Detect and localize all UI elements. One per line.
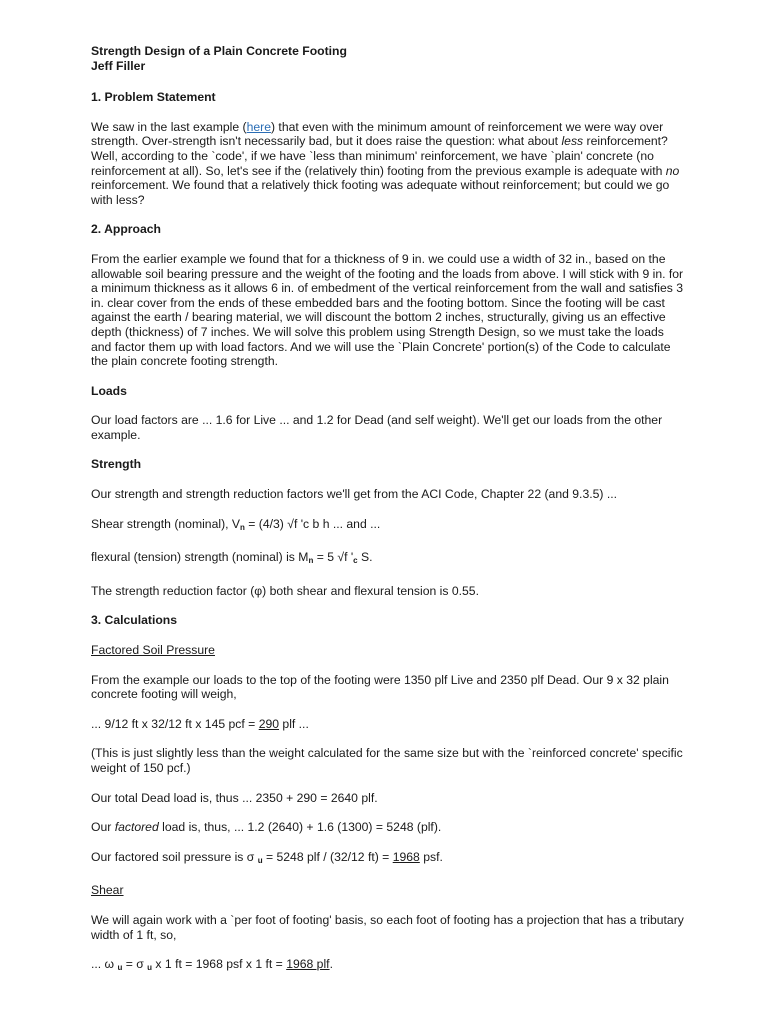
subscript: n <box>308 556 314 566</box>
document-author: Jeff Filler <box>91 58 146 73</box>
calc-paragraph-loads: From the example our loads to the top of the footing were 1350 plf Live and 2350 plf Dead. Our 9 x 32 plain concrete footing will weigh, <box>91 672 669 702</box>
text-run: flexural (tension) strength (nominal) is M <box>91 550 309 565</box>
subscript: n <box>240 522 245 532</box>
document-page <box>91 44 686 976</box>
text-run: S. <box>357 550 373 565</box>
text-run: x 1 ft = 1968 psf x 1 ft = <box>152 957 287 972</box>
subheading-factored-soil-pressure: Factored Soil Pressure <box>91 643 215 658</box>
subheading-shear: Shear <box>91 883 124 898</box>
text-run: Our factored soil pressure is σ <box>91 849 258 864</box>
subscript: u <box>147 963 153 973</box>
calc-total-dead-load: Our total Dead load is, thus ... 2350 + 290 = 2640 plf. <box>91 790 378 805</box>
underlined-result: 1968 <box>392 849 420 864</box>
text-run: = 5 √f ' <box>313 550 354 565</box>
text-run: = 5248 plf / (32/12 ft) = <box>262 849 393 864</box>
subscript: u <box>257 855 263 865</box>
calc-weight-note: (This is just slightly less than the weight calculated for the same size but with the `reinforced concrete' specific weight of 150 pcf.) <box>91 746 683 775</box>
text-run: = (4/3) √f 'c b h ... and ... <box>244 516 381 531</box>
text-run: Shear strength (nominal), V <box>91 516 241 531</box>
subscript: c <box>353 556 358 566</box>
text-run: reinforcement. We found that a relatively thick footing was adequate without reinforcement; but could we go with less? <box>91 178 670 207</box>
subscript: u <box>117 963 123 973</box>
text-run: ... 9/12 ft x 32/12 ft x 145 pcf = <box>91 716 259 731</box>
problem-statement-paragraph <box>91 120 686 208</box>
underlined-result: 290 <box>258 716 280 731</box>
underlined-result: 1968 plf <box>286 957 330 972</box>
text-run: psf. <box>419 849 443 864</box>
section-heading-approach: 2. Approach <box>91 222 161 237</box>
document-title: Strength Design of a Plain Concrete Footing <box>91 44 347 58</box>
approach-paragraph: From the earlier example we found that for a thickness of 9 in. we could use a width of 32 in., based on the allowable soil bearing pressure and the weight of the footing and the loads from above. I will stick with 9 in. for a minimum thickness as it allows 6 in. of embedment of the vertical reinforcement from the wall and satisfies 3 in. clear cover from the ends of these embedded bars and the footing bottom. Since the footing will be cast against the earth / bearing material, we will discount the bottom 2 inches, structurally, giving us an effective depth (thickness) of 7 inches. We will solve this problem using Strength Design, so we must take the loads and factor them up with load factors. And we will use the `Plain Concrete' portion(s) of the Code to calculate the plain concrete footing strength. <box>91 251 684 369</box>
calc-distributed-load <box>91 957 686 976</box>
emphasis-text: no <box>665 163 680 178</box>
section-heading-problem-statement: 1. Problem Statement <box>91 90 216 105</box>
subheading-loads: Loads <box>91 383 127 398</box>
calc-footing-weight <box>91 717 686 732</box>
reduction-factor-paragraph: The strength reduction factor (φ) both shear and flexural tension is 0.55. <box>91 583 479 598</box>
shear-paragraph: We will again work with a `per foot of footing' basis, so each foot of footing has a projection that has a tributary width of 1 ft, so, <box>91 912 684 942</box>
subheading-strength: Strength <box>91 457 142 472</box>
strength-paragraph: Our strength and strength reduction factors we'll get from the ACI Code, Chapter 22 (and 9.3.5) ... <box>91 487 617 502</box>
text-run: plf ... <box>279 716 309 731</box>
here-link[interactable]: here <box>246 119 271 134</box>
loads-paragraph: Our load factors are ... 1.6 for Live ... and 1.2 for Dead (and self weight). We'll get our loads from the other example. <box>91 413 663 442</box>
section-heading-calculations: 3. Calculations <box>91 613 178 628</box>
emphasis-text: less <box>561 134 584 149</box>
calc-factored-load <box>91 820 686 835</box>
text-run: . <box>329 957 333 972</box>
text-run: We saw in the last example ( <box>91 119 247 134</box>
shear-strength-formula <box>91 517 686 536</box>
text-run: reinforcement? Well, according to the `code', if we have `less than minimum' reinforcement, we have `plain' concrete (no reinforcement at all). So, let's see if the (relatively thin) footing from the previous example is adequate with <box>91 134 668 178</box>
text-run: = σ <box>122 957 148 972</box>
calc-factored-soil-pressure <box>91 850 686 869</box>
text-run: Our <box>91 820 115 835</box>
text-run: ) that even with the minimum amount of reinforcement we were way over strength. Over-strength isn't necessarily bad, but it does raise the question: what about <box>91 119 664 149</box>
text-run: ... ω <box>91 957 118 972</box>
emphasis-text: factored <box>114 820 159 835</box>
text-run: load is, thus, ... 1.2 (2640) + 1.6 (1300) = 5248 (plf). <box>158 820 442 835</box>
flexural-strength-formula <box>91 550 686 569</box>
